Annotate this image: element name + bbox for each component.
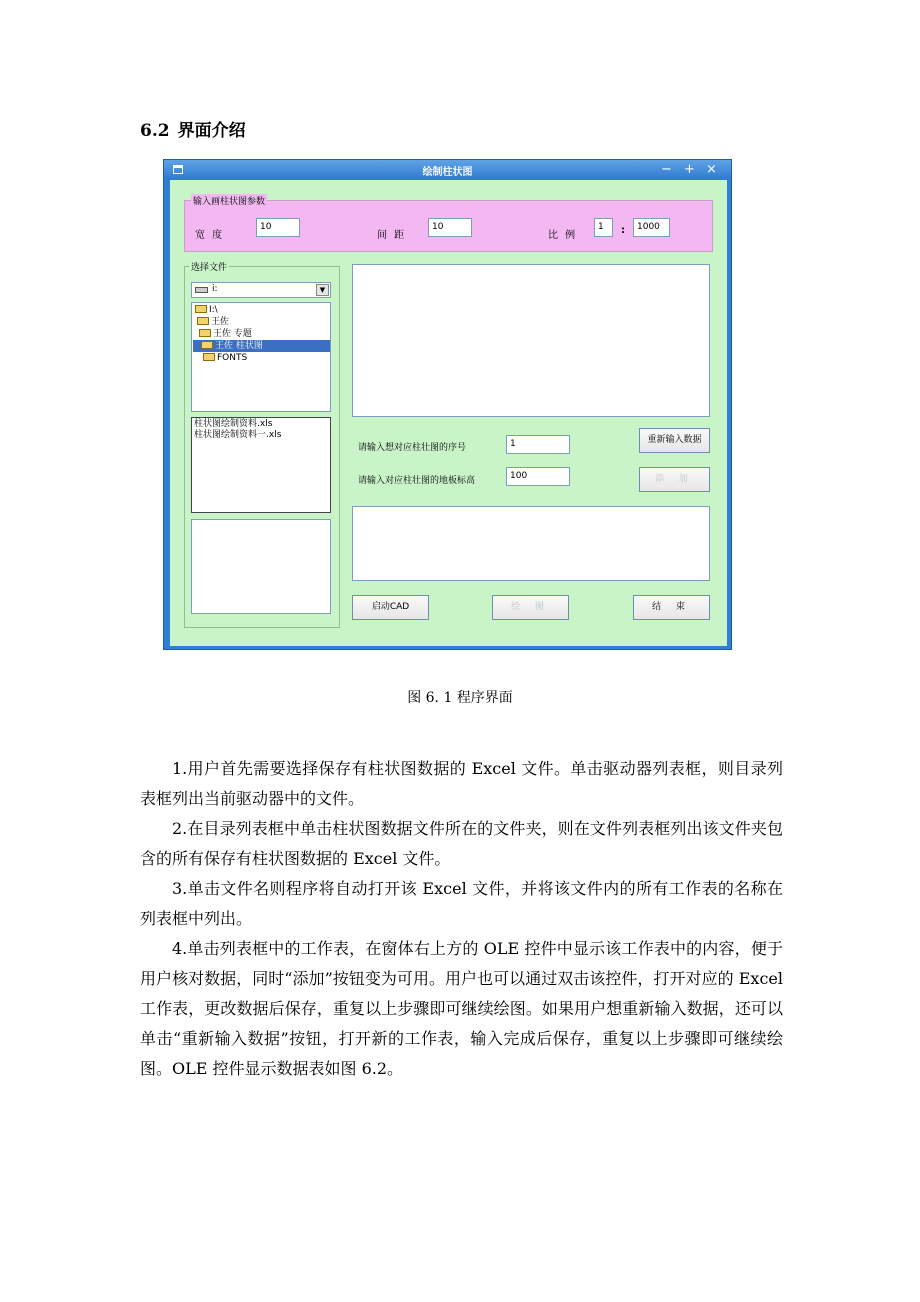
finish-button[interactable]: 结 束 xyxy=(633,595,710,620)
output-list[interactable] xyxy=(352,506,710,581)
section-title: 界面介绍 xyxy=(177,121,246,141)
file-select-group xyxy=(184,263,340,628)
close-button[interactable]: × xyxy=(706,162,717,177)
spacing-label: 间 距 xyxy=(377,230,407,241)
start-cad-button[interactable]: 启动CAD xyxy=(352,595,429,620)
scale-right-input[interactable]: 1000 xyxy=(633,218,670,237)
floor-input[interactable]: 100 xyxy=(506,467,570,486)
file-item[interactable]: 柱状图绘制资料.xls xyxy=(194,419,273,429)
params-group xyxy=(184,197,713,252)
folder-open-icon xyxy=(197,317,209,325)
folder-open-icon xyxy=(199,329,211,337)
file-group-legend: 选择文件 xyxy=(189,260,229,273)
folder-icon xyxy=(203,353,215,361)
width-label: 宽 度 xyxy=(195,230,225,241)
dir-item[interactable]: I:\ xyxy=(195,304,218,316)
drive-value: i: xyxy=(212,284,218,294)
ole-control[interactable] xyxy=(352,264,710,417)
dir-item[interactable]: 王佐 专题 xyxy=(199,328,252,340)
folder-open-icon xyxy=(195,305,207,313)
scale-colon: : xyxy=(621,225,625,236)
drive-icon xyxy=(195,287,208,293)
app-window xyxy=(163,159,732,650)
index-input[interactable]: 1 xyxy=(506,435,570,454)
window-titlebar[interactable] xyxy=(164,160,731,180)
paragraph: 2.在目录列表框中单击柱状图数据文件所在的文件夹，则在文件列表框列出该文件夹包含的所有保存有柱状图数据的 Excel 文件。 xyxy=(140,819,783,868)
folder-open-icon xyxy=(201,341,213,349)
dir-item-selected[interactable]: 王佐 柱状图 xyxy=(193,340,330,352)
maximize-button[interactable]: + xyxy=(684,162,695,177)
paragraph: 1.用户首先需要选择保存有柱状图数据的 Excel 文件。单击驱动器列表框，则目录列表框列出当前驱动器中的文件。 xyxy=(140,759,783,808)
body-text xyxy=(140,754,783,1084)
dir-item[interactable]: 王佐 xyxy=(197,316,229,328)
width-input[interactable]: 10 xyxy=(256,218,300,237)
directory-list[interactable] xyxy=(191,302,331,412)
scale-label: 比 例 xyxy=(548,230,578,241)
window-title: 绘制柱状图 xyxy=(422,167,473,178)
draw-button[interactable]: 绘 图 xyxy=(492,595,569,620)
params-group-legend: 输入画柱状图参数 xyxy=(191,194,267,207)
section-number: 6.2 xyxy=(140,121,170,141)
spacing-input[interactable]: 10 xyxy=(428,218,472,237)
scale-left-input[interactable]: 1 xyxy=(594,218,613,237)
reenter-data-button[interactable]: 重新输入数据 xyxy=(639,428,710,453)
paragraph: 3.单击文件名则程序将自动打开该 Excel 文件，并将该文件内的所有工作表的名称在列表框中列出。 xyxy=(140,879,783,928)
drive-list[interactable] xyxy=(191,282,331,298)
chevron-down-icon[interactable]: ▼ xyxy=(316,284,329,296)
section-heading xyxy=(140,116,246,141)
dir-item[interactable]: FONTS xyxy=(203,352,247,364)
index-prompt: 请输入想对应柱壮图的序号 xyxy=(358,443,467,453)
add-button[interactable]: 添 加 xyxy=(639,467,710,492)
window-client-area xyxy=(170,180,727,646)
minimize-button[interactable]: − xyxy=(661,162,672,177)
figure-caption: 图 6. 1 程序界面 xyxy=(407,690,513,706)
file-item[interactable]: 柱状图绘制资料一.xls xyxy=(194,430,282,440)
floor-prompt: 请输入对应柱壮图的地板标高 xyxy=(358,476,476,486)
worksheet-list[interactable] xyxy=(191,519,331,614)
paragraph: 4.单击列表框中的工作表，在窗体右上方的 OLE 控件中显示该工作表中的内容，便于用户核对数据，同时“添加”按钮变为可用。用户也可以通过双击该控件，打开对应的 Excel 工作表，更改数据后保存，重复以上步骤即可继续绘图。如果用户想重新输入数据，还可以单击“重新输入数据”按钮，打开新的工作表，输入完成后保存，重复以上步骤即可继续绘图。OLE 控件显示数据表如图 6.2。 xyxy=(140,939,783,1078)
file-list[interactable] xyxy=(191,417,331,513)
